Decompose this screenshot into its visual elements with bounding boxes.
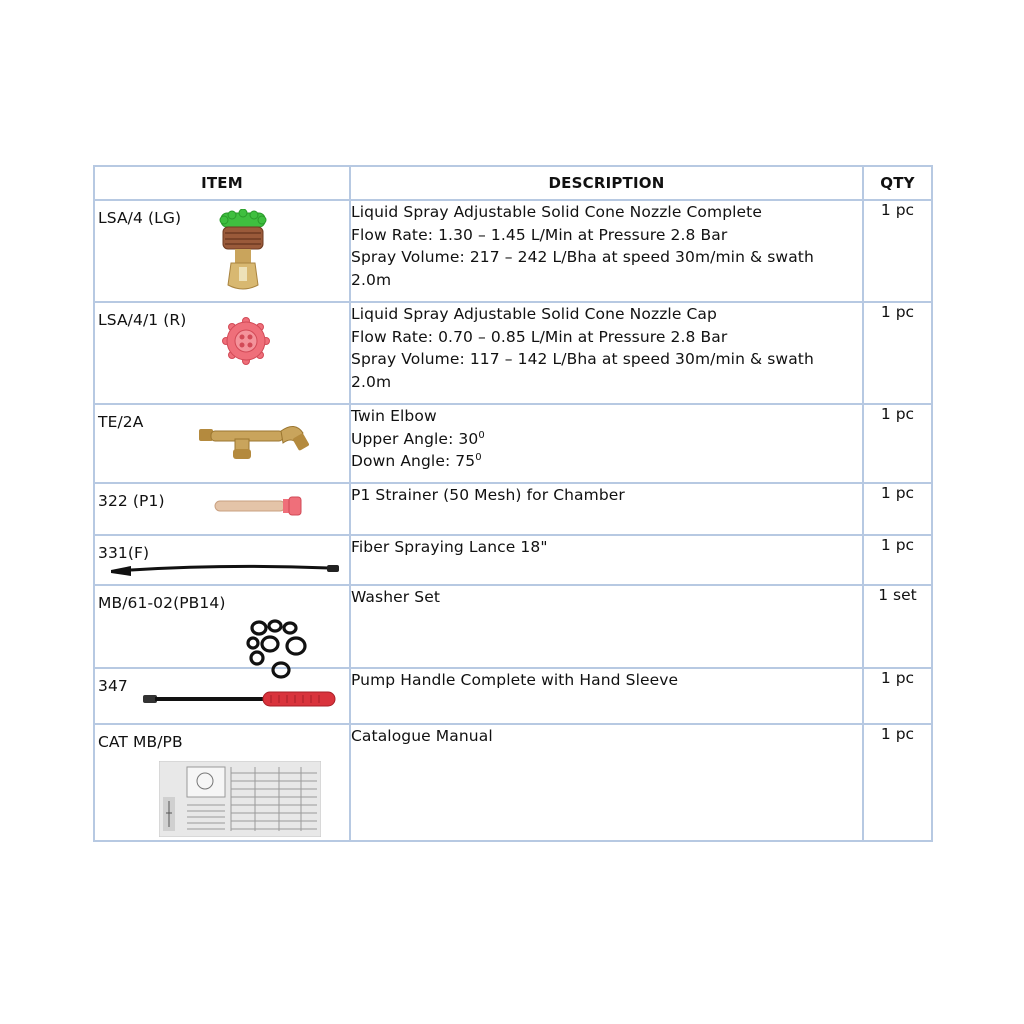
desc-line: 2.0m: [351, 271, 392, 290]
desc-line: Pump Handle Complete with Hand Sleeve: [351, 671, 679, 689]
pump-handle-icon: [141, 691, 337, 707]
item-code: MB/61-02(PB14): [98, 594, 226, 612]
desc-line: Fiber Spraying Lance 18": [351, 538, 548, 556]
table-row: [94, 483, 932, 535]
desc-line: Liquid Spray Adjustable Solid Cone Nozzle Complete: [351, 203, 762, 221]
desc-line: Catalogue Manual: [351, 727, 493, 745]
upper-angle-text: Upper Angle: 30: [351, 429, 479, 448]
description-cell: [350, 483, 863, 535]
qty-cell: 1 set: [863, 585, 932, 668]
catalogue-manual-icon: [159, 761, 321, 837]
qty-cell: 1 pc: [863, 483, 932, 535]
item-cell: [94, 200, 350, 302]
item-code: 331(F): [98, 544, 150, 562]
desc-line: [351, 450, 862, 473]
item-code: 322 (P1): [98, 492, 165, 510]
desc-line: 2.0m: [351, 373, 392, 392]
header-description: DESCRIPTION: [350, 166, 863, 200]
description-cell: [350, 535, 863, 585]
desc-line: Twin Elbow: [351, 407, 437, 425]
spraying-lance-icon: [109, 562, 341, 580]
table-row: [94, 200, 932, 302]
description-cell: [350, 585, 863, 668]
parts-list-sheet: [93, 165, 931, 842]
desc-line: Spray Volume: 117 – 142 L/Bha at speed 30m/min & swath: [351, 350, 814, 369]
qty-cell: 1 pc: [863, 668, 932, 724]
desc-line: [351, 428, 862, 451]
item-cell: [94, 724, 350, 841]
parts-table: [93, 165, 933, 842]
description-cell: [350, 404, 863, 483]
qty-cell: 1 pc: [863, 404, 932, 483]
table-row: [94, 404, 932, 483]
qty-cell: 1 pc: [863, 535, 932, 585]
description-cell: [350, 302, 863, 404]
nozzle-complete-icon: [215, 209, 271, 295]
desc-line: Spray Volume: 217 – 242 L/Bha at speed 30m/min & swath: [351, 248, 814, 267]
description-cell: [350, 200, 863, 302]
degree-mark: 0: [478, 429, 485, 441]
table-row: [94, 585, 932, 668]
item-code: LSA/4/1 (R): [98, 311, 187, 329]
header-item: ITEM: [94, 166, 350, 200]
description-cell: [350, 724, 863, 841]
item-code: TE/2A: [98, 413, 144, 431]
nozzle-cap-icon: [222, 317, 270, 365]
qty-cell: 1 pc: [863, 724, 932, 841]
strainer-icon: [213, 496, 303, 516]
down-angle-text: Down Angle: 75: [351, 452, 476, 471]
item-cell: [94, 668, 350, 724]
table-row: [94, 535, 932, 585]
table-header-row: [94, 166, 932, 200]
twin-elbow-icon: [197, 419, 309, 461]
desc-line: Flow Rate: 0.70 – 0.85 L/Min at Pressure 2.8 Bar: [351, 327, 728, 346]
item-code: CAT MB/PB: [98, 733, 183, 751]
table-row: [94, 302, 932, 404]
item-cell: [94, 535, 350, 585]
table-row: [94, 724, 932, 841]
item-cell: [94, 404, 350, 483]
item-cell: [94, 585, 350, 668]
desc-line: Liquid Spray Adjustable Solid Cone Nozzle Cap: [351, 305, 717, 323]
degree-mark: 0: [475, 452, 482, 464]
header-qty: QTY: [863, 166, 932, 200]
description-cell: [350, 668, 863, 724]
desc-line: P1 Strainer (50 Mesh) for Chamber: [351, 486, 625, 504]
item-cell: [94, 483, 350, 535]
table-row: [94, 668, 932, 724]
desc-line: Washer Set: [351, 588, 441, 606]
item-cell: [94, 302, 350, 404]
qty-cell: 1 pc: [863, 302, 932, 404]
item-code: 347: [98, 677, 128, 695]
desc-line: Flow Rate: 1.30 – 1.45 L/Min at Pressure 2.8 Bar: [351, 225, 728, 244]
item-code: LSA/4 (LG): [98, 209, 182, 227]
qty-cell: 1 pc: [863, 200, 932, 302]
